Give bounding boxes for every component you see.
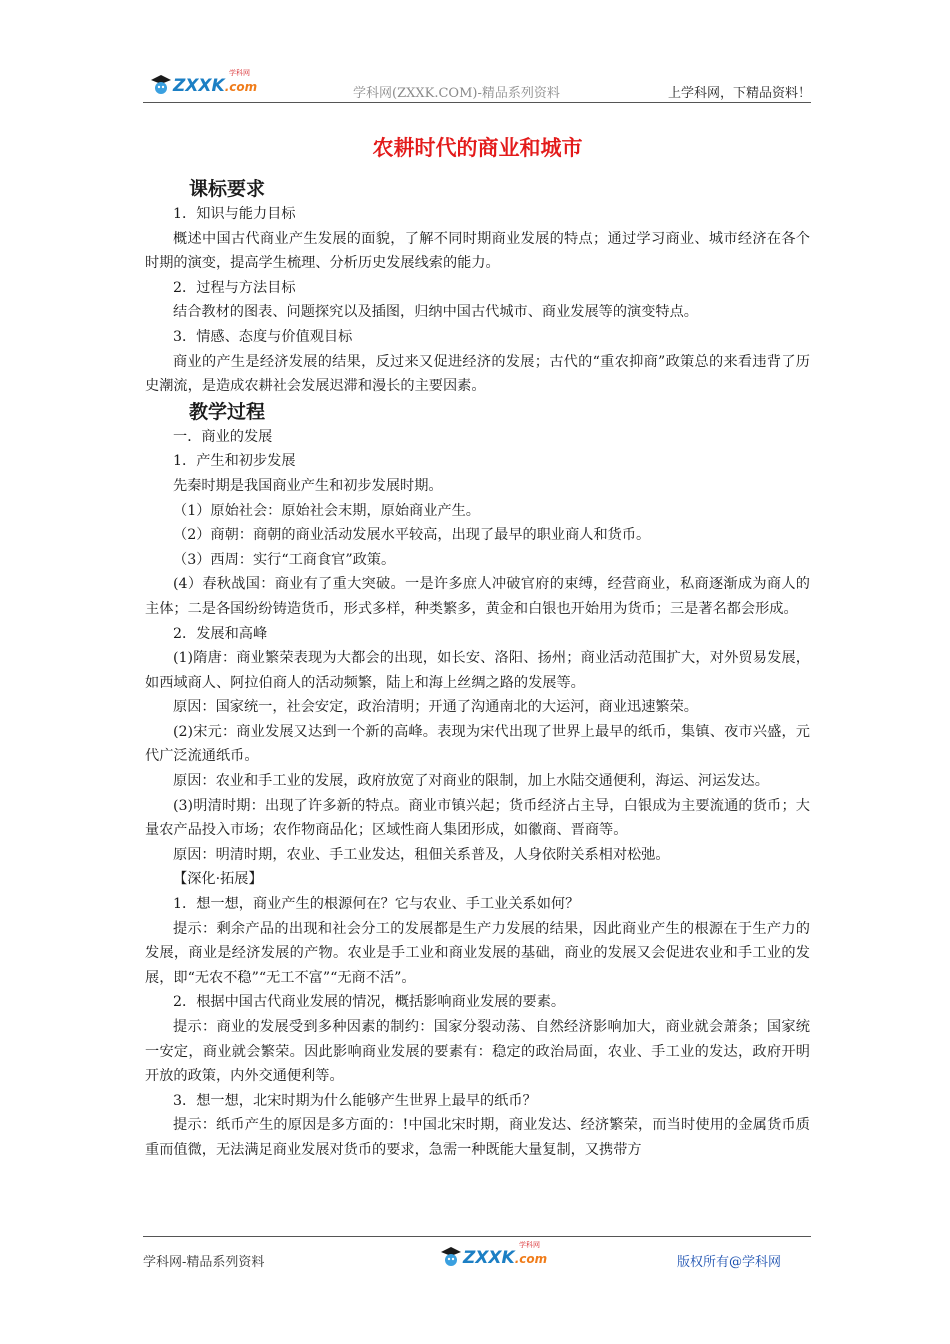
- paragraph: (1)隋唐：商业繁荣表现为大都会的出现，如长安、洛阳、扬州；商业活动范围扩大，对外贸易发展，如西域商人、阿拉伯商人的活动频繁，陆上和海上丝绸之路的发展等。: [145, 650, 810, 691]
- zxxk-logo: [143, 66, 263, 102]
- header-center-text: 学科网(ZXXK.COM)-精品系列资料: [353, 86, 560, 101]
- footer-logo-tag: 学科网: [519, 1241, 540, 1249]
- mascot-icon: [149, 72, 173, 96]
- footer-right-text: 版权所有@学科网: [676, 1255, 781, 1270]
- paragraph: 原因：农业和手工业的发展，政府放宽了对商业的限制，加上水陆交通便利，海运、河运发达。: [173, 773, 769, 790]
- document-body: [145, 132, 810, 1163]
- section-heading-process: 教学过程: [189, 400, 266, 423]
- paragraph: 3．情感、态度与价值观目标: [173, 328, 353, 345]
- paragraph: 商业的产生是经济发展的结果，反过来又促进经济的发展；古代的“重农抑商”政策总的来看违背了历史潮流，是造成农耕社会发展迟滞和漫长的主要因素。: [145, 353, 810, 395]
- process-paragraphs: [145, 425, 810, 1163]
- paragraph: （2）商朝：商朝的商业活动发展水平较高，出现了最早的职业商人和货币。: [173, 527, 651, 544]
- paragraph: 3．想一想，北宋时期为什么能够产生世界上最早的纸币？: [173, 1092, 537, 1109]
- paragraph: (2)宋元：商业发展又达到一个新的高峰。表现为宋代出现了世界上最早的纸币，集镇、夜市兴盛，元代广泛流通纸币。: [145, 723, 810, 765]
- paragraph: 提示：商业的发展受到多种因素的制约：国家分裂动荡、自然经济影响加大，商业就会萧条；国家统一安定，商业就会繁荣。因此影响商业发展的要素有：稳定的政治局面，农业、手工业的发达，政府开明开放的政策，内外交通便利等。: [145, 1019, 810, 1085]
- paragraph: 概述中国古代商业产生发展的面貌，了解不同时期商业发展的特点；通过学习商业、城市经济在各个时期的演变，提高学生梳理、分析历史发展线索的能力。: [145, 230, 810, 272]
- paragraph: (4）春秋战国：商业有了重大突破。一是许多庶人冲破官府的束缚，经营商业，私商逐渐成为商人的主体；二是各国纷纷铸造货币，形式多样，种类繁多，黄金和白银也开始用为货币；三是著名都会形成。: [145, 576, 810, 617]
- logo-tag: 学科网: [229, 69, 250, 77]
- header-divider: [143, 102, 811, 103]
- document-title: 农耕时代的商业和城市: [372, 136, 583, 160]
- paragraph: 2．根据中国古代商业发展的情况，概括影响商业发展的要素。: [173, 994, 566, 1011]
- paragraph: 一．商业的发展: [173, 428, 273, 445]
- logo-word: ZXXK.com: [173, 76, 258, 96]
- footer-divider: [143, 1236, 811, 1237]
- page-header: [143, 66, 811, 102]
- header-right-text: 上学科网，下精品资料！: [667, 86, 811, 101]
- paragraph: （1）原始社会：原始社会末期，原始商业产生。: [173, 502, 480, 519]
- paragraph: 提示：剩余产品的出现和社会分工的发展都是生产力发展的结果，因此商业产生的根源在于生产力的发展，商业是经济发展的产物。农业是手工业和商业发展的基础，商业的发展又会促进农业和手工业的发展，即“无农不稳”“无工不富”“无商不活”。: [145, 920, 810, 986]
- paragraph: (3)明清时期：出现了许多新的特点。商业市镇兴起；货币经济占主导，白银成为主要流通的货币；大量农产品投入市场；农作物商品化；区域性商人集团形成，如徽商、晋商等。: [145, 797, 810, 839]
- paragraph: 1．产生和初步发展: [173, 453, 296, 470]
- paragraph: 提示：纸币产生的原因是多方面的：!中国北宋时期，商业发达、经济繁荣，而当时使用的金属货币质重而值微，无法满足商业发展对货币的要求，急需一种既能大量复制，又携带方: [145, 1117, 810, 1158]
- paragraph: 2．过程与方法目标: [173, 279, 296, 296]
- paragraph: 原因：明清时期，农业、手工业发达，租佃关系普及，人身依附关系相对松弛。: [173, 846, 670, 863]
- page-footer: [143, 1236, 811, 1276]
- paragraph: （3）西周：实行“工商食官”政策。: [173, 551, 396, 568]
- paragraph: 结合教材的图表、问题探究以及插图，归纳中国古代城市、商业发展等的演变特点。: [173, 304, 698, 321]
- footer-left-text: 学科网-精品系列资料: [143, 1255, 265, 1270]
- mascot-icon: [439, 1244, 463, 1268]
- paragraph: 原因：国家统一，社会安定，政治清明；开通了沟通南北的大运河，商业迅速繁荣。: [173, 699, 698, 716]
- paragraph: 1．知识与能力目标: [173, 206, 296, 222]
- requirements-paragraphs: [145, 202, 810, 399]
- paragraph: 【深化·拓展】: [173, 871, 263, 888]
- paragraph: 先秦时期是我国商业产生和初步发展时期。: [173, 477, 443, 494]
- paragraph: 1．想一想，商业产生的根源何在？它与农业、手工业关系如何？: [173, 896, 580, 913]
- section-heading-requirements: 课标要求: [189, 178, 266, 200]
- paragraph: 2．发展和高峰: [173, 625, 268, 642]
- footer-logo: [433, 1238, 553, 1274]
- footer-logo-word: ZXXK.com: [463, 1248, 548, 1268]
